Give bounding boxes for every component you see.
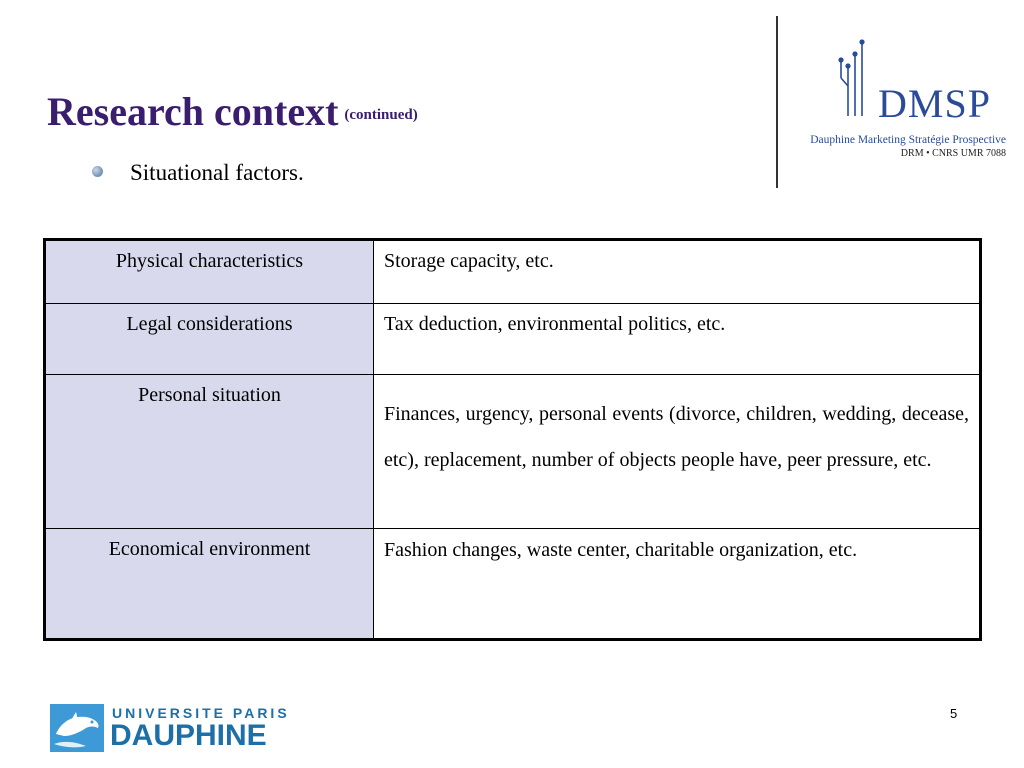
dauphine-dolphin-logo-icon bbox=[50, 704, 104, 752]
description-cell: Fashion changes, waste center, charitable organization, etc. bbox=[374, 529, 981, 640]
table-row bbox=[45, 240, 981, 304]
dmsp-circuit-icon bbox=[838, 38, 868, 118]
table-row bbox=[45, 375, 981, 529]
university-name-line1: UNIVERSITE PARIS bbox=[112, 705, 290, 721]
factor-cell: Personal situation bbox=[45, 375, 374, 529]
table-row bbox=[45, 304, 981, 375]
slide-title bbox=[47, 88, 418, 135]
description-cell: Finances, urgency, personal events (divorce, children, wedding, decease, etc), replacement, number of objects people have, peer pressure, etc. bbox=[374, 375, 981, 529]
bullet-text: Situational factors. bbox=[130, 160, 304, 185]
dmsp-subtitle: Dauphine Marketing Stratégie Prospective bbox=[810, 134, 1006, 146]
table-row bbox=[45, 529, 981, 640]
description-cell: Tax deduction, environmental politics, etc. bbox=[374, 304, 981, 375]
title-text: Research context bbox=[47, 89, 339, 134]
header-divider bbox=[776, 16, 778, 188]
title-suffix: (continued) bbox=[344, 107, 418, 123]
page-number: 5 bbox=[950, 706, 958, 721]
bullet-item bbox=[92, 160, 304, 186]
factor-cell: Physical characteristics bbox=[45, 240, 374, 304]
factor-cell: Legal considerations bbox=[45, 304, 374, 375]
bullet-dot-icon bbox=[92, 166, 103, 177]
dmsp-logo-text: DMSP bbox=[878, 81, 991, 126]
situational-factors-table bbox=[43, 238, 982, 641]
dmsp-affiliation: DRM • CNRS UMR 7088 bbox=[900, 148, 1006, 159]
factor-cell: Economical environment bbox=[45, 529, 374, 640]
description-cell: Storage capacity, etc. bbox=[374, 240, 981, 304]
university-name-line2: DAUPHINE bbox=[110, 719, 267, 752]
